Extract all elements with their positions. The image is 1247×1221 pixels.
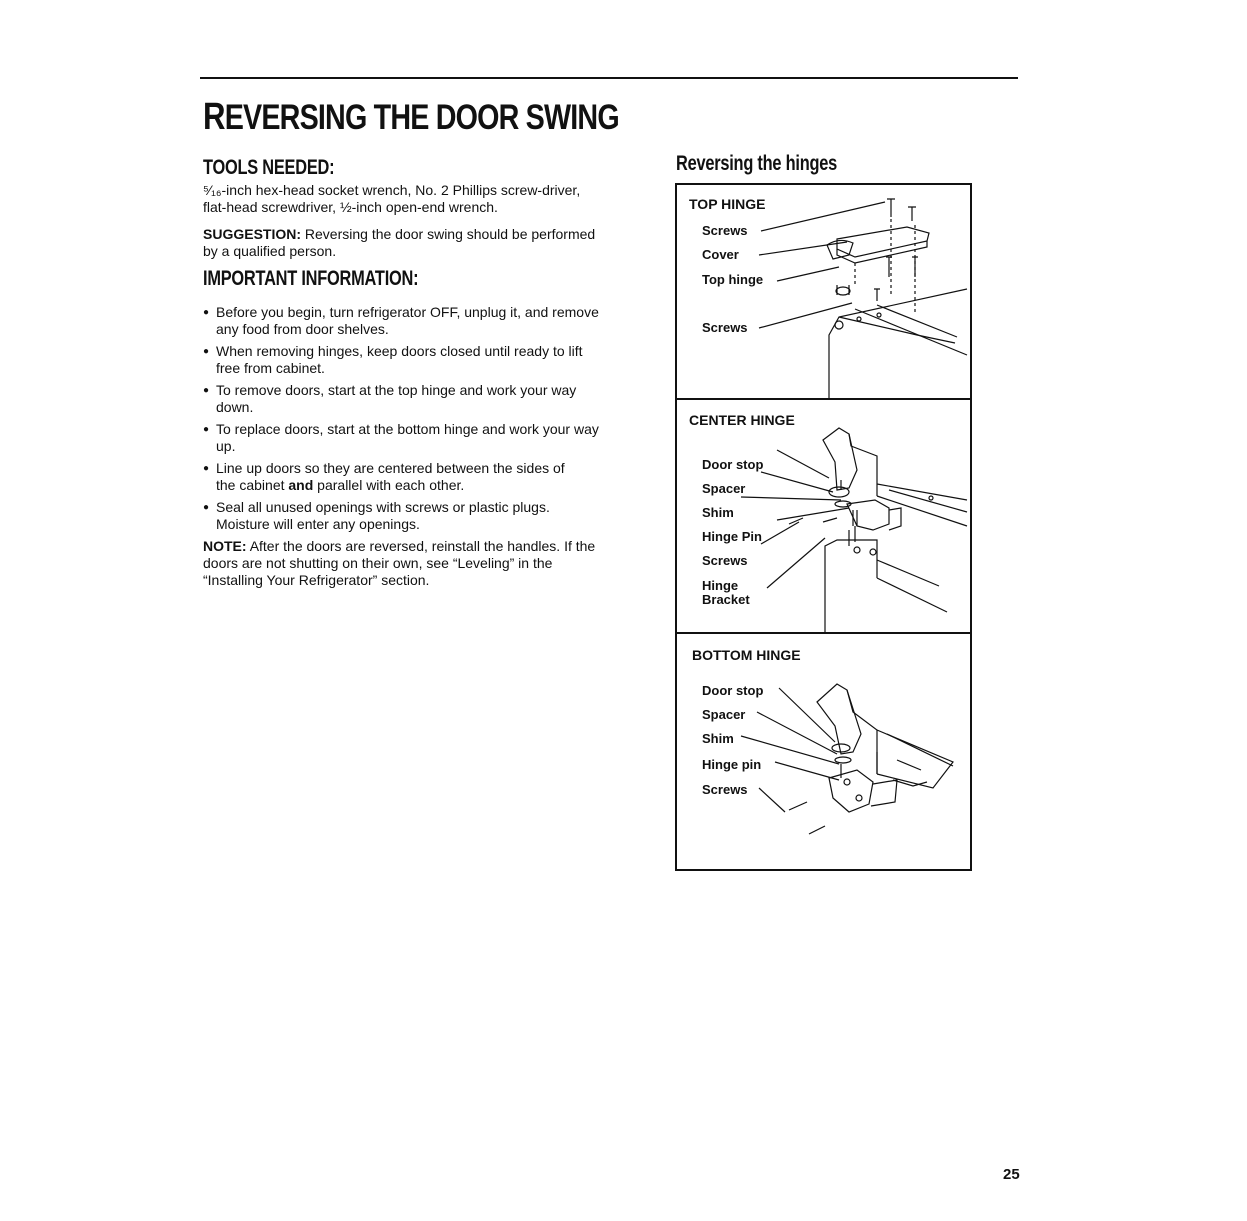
bottom-spacer-label: Spacer	[702, 707, 746, 722]
bottom-hinge-panel	[677, 634, 970, 869]
center-hinge-title: CENTER HINGE	[689, 412, 795, 428]
center-hinge-illustration	[677, 400, 970, 632]
bottom-hinge-illustration	[677, 634, 970, 869]
important-section	[203, 304, 603, 589]
center-shim-label: Shim	[702, 505, 734, 520]
important-list	[203, 304, 603, 533]
list-item: ● When removing hinges, keep doors closed until ready to lift free from cabinet.	[203, 343, 603, 377]
top-hinge-illustration	[677, 185, 970, 399]
bottom-hingepin-label: Hinge pin	[702, 757, 762, 772]
center-doorstop-label: Door stop	[702, 457, 764, 472]
page-number: 25	[1003, 1166, 1020, 1183]
hinge-figure	[675, 183, 972, 871]
bottom-doorstop-label: Door stop	[702, 683, 764, 698]
top-hinge-title: TOP HINGE	[689, 196, 766, 212]
suggestion-text: Reversing the door swing should be performed by a qualified person.	[203, 226, 596, 259]
hinges-heading: Reversing the hinges	[676, 152, 837, 175]
tools-section	[203, 182, 603, 260]
note-text: After the doors are reversed, reinstall the handles. If the doors are not shutting on their own, see “Leveling” in the “Installing Your Refrigerator” section.	[203, 538, 596, 588]
important-heading: IMPORTANT INFORMATION:	[203, 267, 419, 290]
bottom-shim-label: Shim	[702, 731, 734, 746]
center-bracket-label: Bracket	[702, 592, 750, 607]
list-item: ● Seal all unused openings with screws or plastic plugs. Moisture will enter any openings.	[203, 499, 603, 533]
top-hinge-label: Top hinge	[702, 272, 764, 287]
list-item: ● To remove doors, start at the top hinge and work your way down.	[203, 382, 603, 416]
center-hinge-label: Hinge	[702, 578, 739, 593]
center-hingepin-label: Hinge Pin	[702, 529, 762, 544]
tools-heading: TOOLS NEEDED:	[203, 156, 335, 179]
top-hinge-panel	[677, 185, 970, 399]
tools-text: ⁵⁄₁₆-inch hex-head socket wrench, No. 2 Phillips screw-driver, flat-head screwdriver, ½-inch open-end wrench.	[203, 182, 581, 215]
bottom-screws-label: Screws	[702, 782, 748, 797]
top-screws2-label: Screws	[702, 320, 748, 335]
center-screws-label: Screws	[702, 553, 748, 568]
note-label: NOTE:	[203, 538, 247, 554]
note-paragraph	[203, 538, 603, 589]
list-item: ● Before you begin, turn refrigerator OFF, unplug it, and remove any food from door shelves.	[203, 304, 603, 338]
list-item: ● To replace doors, start at the bottom hinge and work your way up.	[203, 421, 603, 455]
top-screws-label: Screws	[702, 223, 748, 238]
suggestion-label: SUGGESTION:	[203, 226, 302, 242]
center-hinge-panel	[677, 400, 970, 632]
page-title: REVERSING THE DOOR SWING	[203, 96, 619, 138]
top-rule	[200, 77, 1018, 79]
suggestion-paragraph	[203, 226, 603, 260]
list-item: ● Line up doors so they are centered between the sides of the cabinet and parallel with each other.	[203, 460, 603, 494]
center-spacer-label: Spacer	[702, 481, 746, 496]
bottom-hinge-title: BOTTOM HINGE	[692, 647, 801, 663]
top-cover-label: Cover	[702, 247, 739, 262]
